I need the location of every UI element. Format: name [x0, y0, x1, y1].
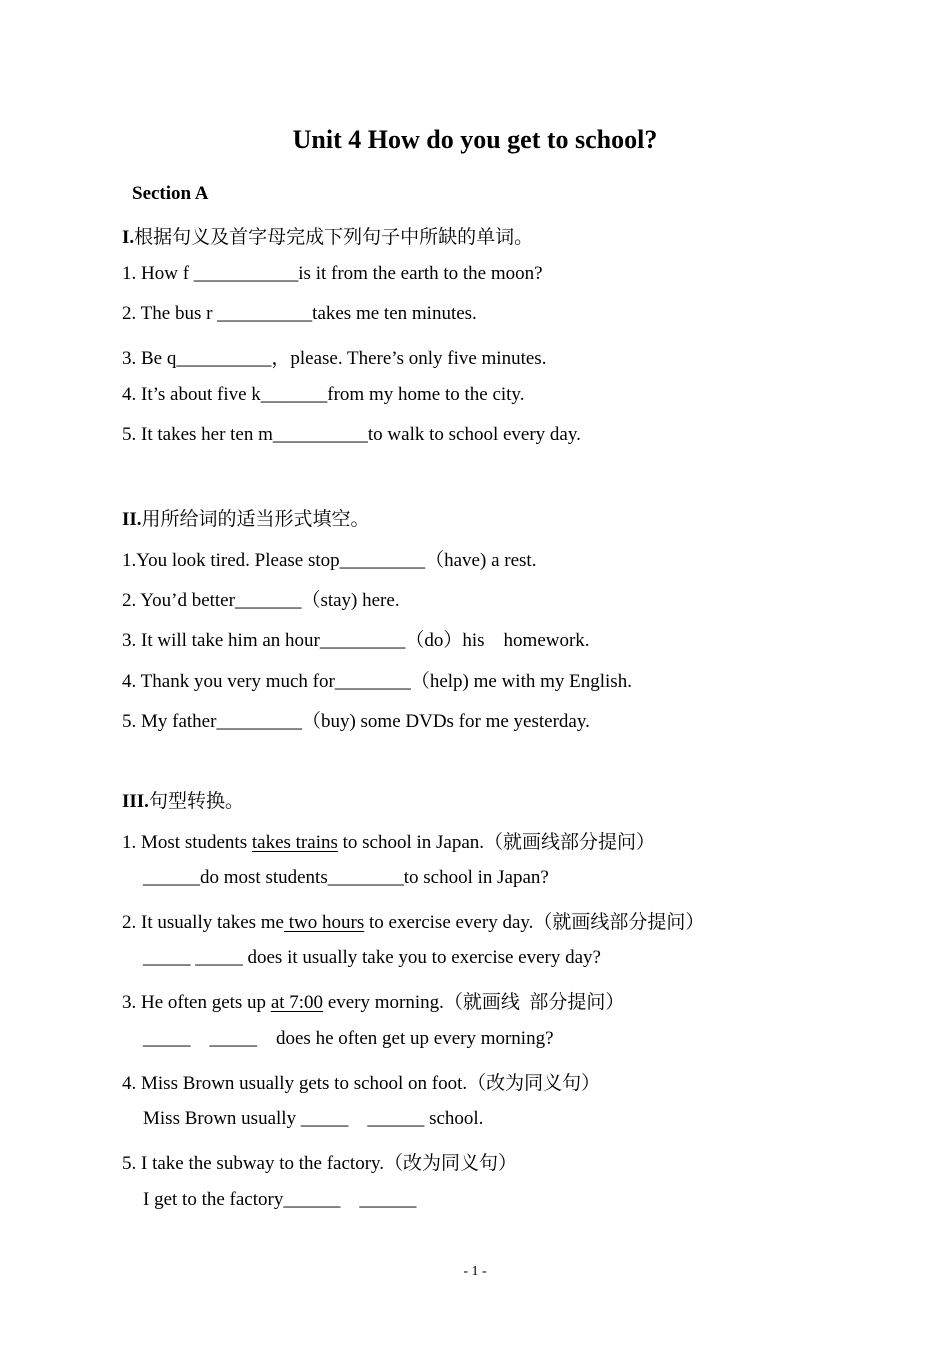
part3-answer-5: I get to the factory______ ______: [143, 1189, 417, 1210]
part1-instruction: 根据句义及首字母完成下列句子中所缺的单词。: [134, 227, 534, 248]
part1-item-1: 1. How f ___________is it from the earth to the moon?: [122, 263, 543, 284]
part3-answer-2: _____ _____ does it usually take you to exercise every day?: [143, 947, 601, 968]
q2-underlined-text: two hours: [284, 912, 365, 933]
q1-underlined-text: takes trains: [251, 832, 338, 853]
part3-question-4: 4. Miss Brown usually gets to school on foot.（改为同义句）: [122, 1073, 601, 1094]
q3-underlined-text: at 7:00: [270, 992, 324, 1013]
part3-answer-4: Miss Brown usually _____ ______ school.: [143, 1108, 484, 1129]
part1-item-5: 5. It takes her ten m__________to walk to school every day.: [122, 424, 581, 445]
part3-question-5: 5. I take the subway to the factory.（改为同义句）: [122, 1153, 518, 1174]
q3-text-after: every morning.（就画线 部分提问）: [323, 992, 625, 1013]
part2-number: II.: [122, 509, 142, 530]
q1-text-before: 1. Most students: [122, 832, 252, 853]
part1-number: I.: [122, 227, 135, 248]
q3-text-before: 3. He often gets up: [122, 992, 271, 1013]
q1-text-after: to school in Japan.（就画线部分提问）: [337, 832, 656, 853]
part2-instruction: 用所给词的适当形式填空。: [141, 509, 370, 530]
part2-item-5: 5. My father_________（buy) some DVDs for me yesterday.: [122, 711, 590, 732]
part3-question-3: [122, 987, 624, 1014]
q2-text-before: 2. It usually takes me: [122, 912, 284, 933]
part2-item-3: 3. It will take him an hour_________（do）his homework.: [122, 630, 590, 651]
part2-item-4: 4. Thank you very much for________（help) me with my English.: [122, 671, 632, 692]
part3-question-1: [122, 827, 655, 854]
part1-item-2: 2. The bus r __________takes me ten minutes.: [122, 303, 477, 324]
part3-answer-3: _____ _____ does he often get up every morning?: [143, 1028, 554, 1049]
part2-heading: [122, 504, 370, 531]
part3-question-2: [122, 907, 704, 934]
q2-text-after: to exercise every day.（就画线部分提问）: [364, 912, 705, 933]
section-heading: Section A: [132, 183, 209, 204]
part2-item-1: 1.You look tired. Please stop_________（have) a rest.: [122, 550, 537, 571]
part3-instruction: 句型转换。: [148, 791, 244, 812]
page-number: - 1 -: [463, 1264, 487, 1279]
part1-item-4: 4. It’s about five k_______from my home to the city.: [122, 384, 525, 405]
part3-number: III.: [122, 791, 149, 812]
part3-answer-1: ______do most students________to school in Japan?: [143, 867, 549, 888]
part3-heading: [122, 786, 244, 813]
part1-heading: [122, 222, 533, 249]
part2-item-2: 2. You’d better_______（stay) here.: [122, 590, 400, 611]
page-title: Unit 4 How do you get to school?: [292, 125, 658, 154]
part1-item-3: 3. Be q__________，please. There’s only five minutes.: [122, 348, 547, 369]
